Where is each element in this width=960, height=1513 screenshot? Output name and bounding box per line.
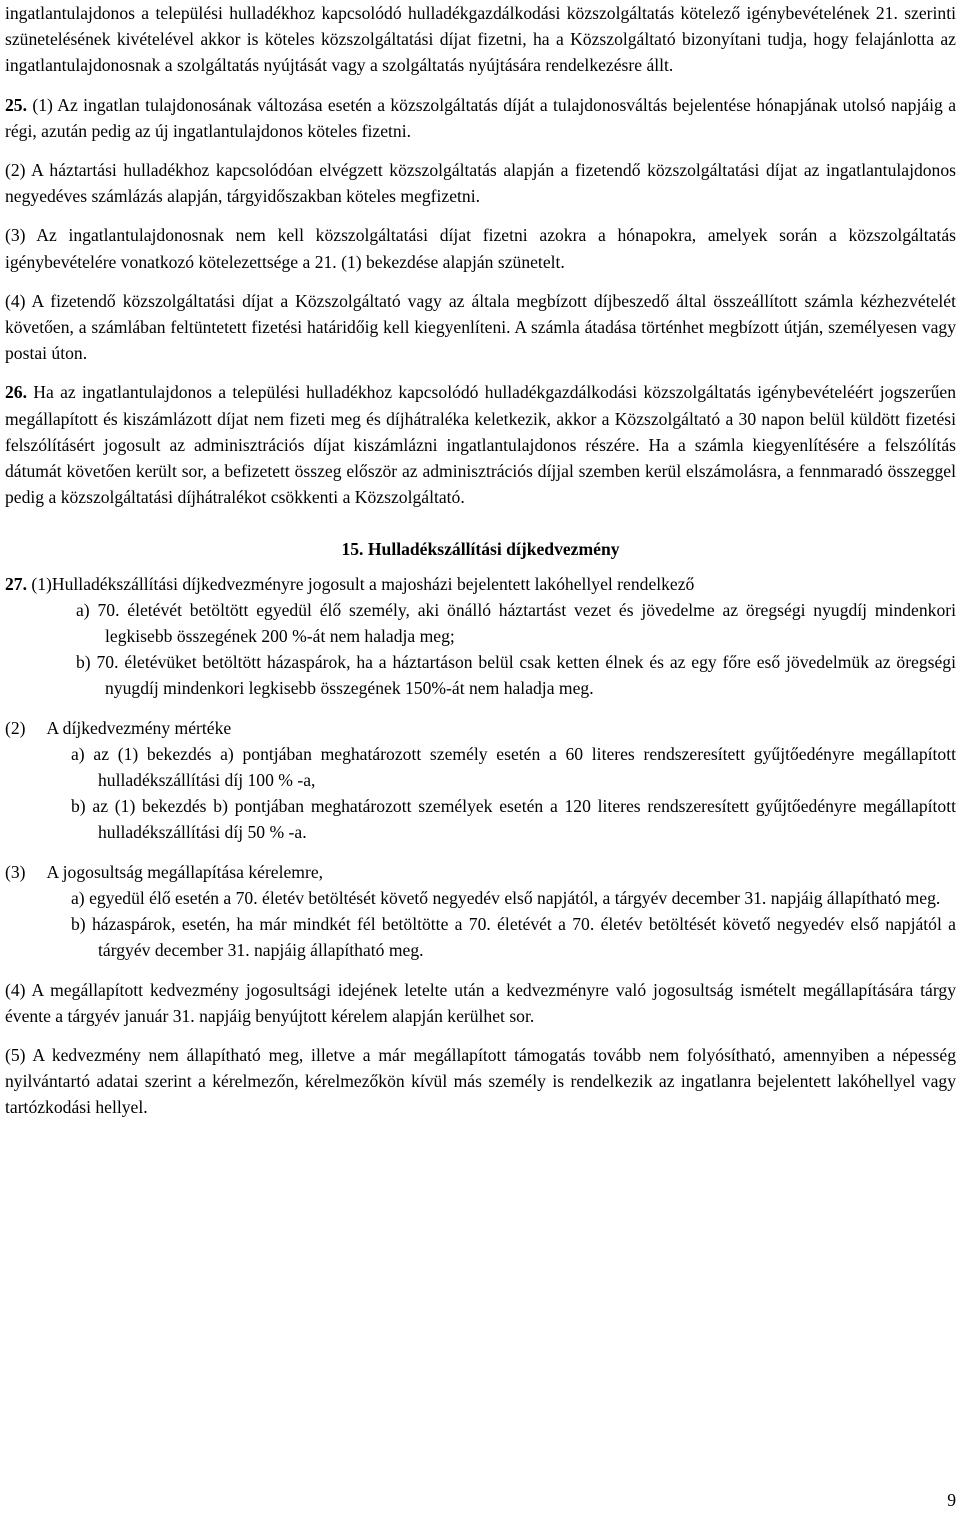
section-text: (1)Hulladékszállítási díjkedvezményre jogosult a majosházi bejelentett lakóhellyel rendelkező (31, 573, 695, 594)
section-27-para-2-intro: (2) A díjkedvezmény mértéke (5, 717, 232, 738)
section-25-para-4: (4) A fizetendő közszolgáltatási díjat a Közszolgáltató vagy az általa megbízott díjbeszedő által összeállított számla kézhezvételét követően, a számlában feltüntetett fizetési határidőig kell kiegyenlíteni. A számla átadása történhet megbízott útján, személyesen vagy postai úton. (5, 290, 956, 364)
section-27-para-1-intro (5, 571, 956, 597)
section-text: Ha az ingatlantulajdonos a települési hulladékhoz kapcsolódó hulladékgazdálkodási közszolgáltatás igénybevételéért jogszerűen megállapított és kiszámlázott díjat nem fizeti meg és díjhátraléka keletkezik, akkor a Közszolgáltató a 30 napon belül küldött fizetési felszólításért jogosult az adminisztrációs díjat kiszámlázni ingatlantulajdonos részére. Ha a számla kiegyenlítésére a felszólítás dátumát követően került sor, a befizetett összeg először az adminisztrációs díjjal szemben kerül elszámolásra, a fennmaradó összeggel pedig a közszolgáltatási díjhátralékot csökkenti a Közszolgáltató. (5, 382, 956, 508)
page-number: 9 (947, 1489, 956, 1510)
document-page (5, 0, 956, 1121)
paragraph-continued: ingatlantulajdonos a települési hulladékhoz kapcsolódó hulladékgazdálkodási közszolgáltatás kötelező igénybevételének 21. szerinti szünetelésének kivételével akkor is köteles közszolgáltatási díjat fizetni, ha a Közszolgáltató bizonyítani tudja, hogy felajánlotta az ingatlantulajdonosnak a szolgáltatás nyújtását vagy a szolgáltatás nyújtására rendelkezésre állt. (5, 3, 956, 76)
section-25-para-2: (2) A háztartási hulladékhoz kapcsolódóan elvégzett közszolgáltatás alapján a fizetendő közszolgáltatási díjat az ingatlantulajdonos negyedéves számlázás alapján, tárgyidőszakban köteles megfizetni. (5, 160, 956, 207)
chapter-heading: 15. Hulladékszállítási díjkedvezmény (341, 539, 620, 560)
section-27-para-5: (5) A kedvezmény nem állapítható meg, illetve a már megállapított támogatás tovább nem folyósítható, amennyiben a népesség nyilvántartó adatai szerint a kérelmezőn, kérelmezőkön kívül más személy is rendelkezik az ingatlanra bejelentett lakóhellyel vagy tartózkodási hellyel. (5, 1044, 956, 1118)
section-26 (5, 379, 956, 510)
list-item-b: b) házaspárok, esetén, ha már mindkét fél betöltötte a 70. életévét a 70. életév betöltését követő negyedév első napjától a tárgyév december 31. napjáig állapítható meg. (71, 914, 956, 961)
list-item-b: b) 70. életévüket betöltött házaspárok, ha a háztartáson belül csak ketten élnek és az egy főre eső jövedelmük az öregségi nyugdíj mindenkori legkisebb összegének 150%-át nem haladja meg. (76, 652, 956, 699)
section-27-para-3-intro: (3) A jogosultság megállapítása kérelemre, (5, 861, 324, 882)
list-item-a: a) az (1) bekezdés a) pontjában meghatározott személy esetén a 60 literes rendszeresített gyűjtőedényre megállapított hulladékszállítási díj 100 % -a, (71, 743, 956, 791)
list-item-b: b) az (1) bekezdés b) pontjában meghatározott személyek esetén a 120 literes rendszeresített gyűjtőedényre megállapított hulladékszállítási díj 50 % -a. (71, 796, 956, 843)
section-25-para-3: (3) Az ingatlantulajdonosnak nem kell közszolgáltatási díjat fizetni azokra a hónapokra, amelyek során a közszolgáltatás igénybevételére vonatkozó kötelezettsége a 21. (1) bekezdése alapján szünetelt. (5, 225, 956, 272)
section-number: 25. (5, 94, 27, 115)
section-number: 26. (5, 382, 27, 403)
list-item-a: a) egyedül élő esetén a 70. életév betöltését követő negyedév első napjától, a tárgyév december 31. napjáig állapítható meg. (71, 887, 941, 908)
list-item-a: a) 70. életévét betöltött egyedül élő személy, aki önálló háztartást vezet és jövedelme az öregségi nyugdíj mindenkori legkisebb összegének 200 %-át nem haladja meg; (76, 599, 956, 647)
section-27-para-4: (4) A megállapított kedvezmény jogosultsági idejének letelte után a kedvezményre való jogosultság ismételt megállapítására tárgy évente a tárgyév január 31. napjáig benyújtott kérelem alapján kerülhet sor. (5, 979, 956, 1026)
section-25-para-1 (5, 92, 956, 144)
section-number: 27. (5, 573, 27, 594)
section-text: (1) Az ingatlan tulajdonosának változása esetén a közszolgáltatás díját a tulajdonosváltás bejelentése hónapjának utolsó napjáig a régi, azután pedig az új ingatlantulajdonos köteles fizetni. (5, 94, 956, 141)
